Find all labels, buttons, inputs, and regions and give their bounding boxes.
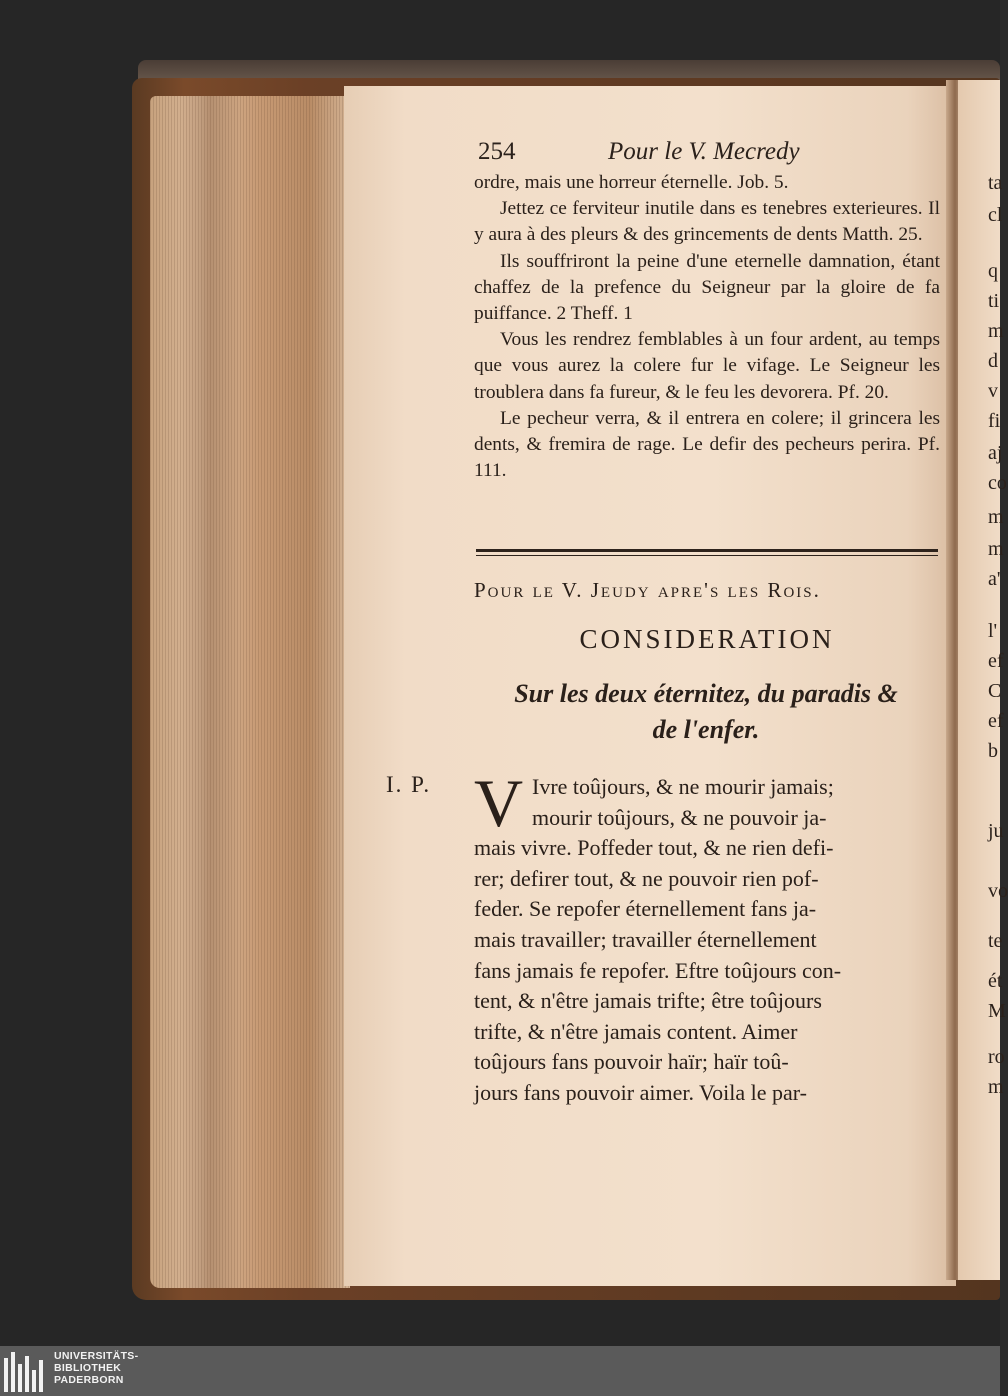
right-page-text-fragment: v	[988, 380, 998, 402]
main-text-block	[474, 765, 940, 1109]
right-page-text-fragment: ro	[988, 1046, 1005, 1068]
right-page-text-fragment: cl	[988, 204, 1003, 226]
text-line: toûjours fans pouvoir haïr; haïr toû-	[474, 1049, 789, 1075]
text-line: tent, & n'être jamais trifte; être toûjours	[474, 988, 822, 1014]
text-line: mais travailler; travailler éternellement	[474, 926, 817, 952]
text-line: Ivre toûjours, & ne mourir jamais;	[532, 774, 834, 799]
right-page-text-fragment: d	[988, 350, 998, 372]
right-page-text-fragment: ét	[988, 970, 1003, 992]
page-number: 254	[478, 138, 516, 165]
right-page-text-fragment: m	[988, 538, 1004, 560]
right-page-text-fragment: M	[988, 1000, 1006, 1022]
page-edge-shadow	[180, 96, 240, 1288]
margin-note: I. P.	[386, 772, 432, 797]
right-page-text-fragment: ef	[988, 710, 1004, 732]
consideration-heading: CONSIDERATION	[579, 624, 835, 654]
top-text-block	[474, 170, 940, 484]
right-page-text-fragment: l'	[988, 620, 998, 642]
paragraph: Vous les rendrez femblables à un four ardent, au temps que vous aurez la colere fur le vifage. Le Seigneur les troublera dans fa fureur, & le feu les devorera. Pf. 20.	[474, 329, 940, 403]
right-page-text-fragment: ju	[988, 820, 1004, 842]
library-name-line: PADERBORN	[54, 1374, 124, 1386]
paragraph: ordre, mais une horreur éternelle. Job. 5.	[474, 172, 789, 193]
right-page-text-fragment: m	[988, 506, 1004, 528]
text-line: mourir toûjours, & ne pouvoir ja-	[532, 804, 827, 830]
right-page-text-fragment: ti	[988, 290, 1000, 312]
paragraph: Ils souffriront la peine d'une eternelle damnation, étant chaffez de la prefence du Seigneur par la gloire de fa puiffance. 2 Theff. 1	[474, 250, 940, 325]
subtitle-line: de l'enfer.	[652, 715, 760, 744]
divider-thick-rule	[476, 549, 938, 552]
paragraph: Jettez ce ferviteur inutile dans es tenebres exterieures. Il y aura à des pleurs & des grincements de dents Matth. 25.	[474, 198, 940, 246]
text-line: jours fans pouvoir aimer. Voila le par-	[474, 1079, 807, 1105]
right-page-text-fragment: m	[988, 320, 1004, 342]
divider-thin-rule	[476, 555, 938, 556]
library-name-line: UNIVERSITÄTS-	[54, 1350, 139, 1362]
right-page-text-fragment: aj	[988, 442, 1003, 464]
text-line: rer; defirer tout, & ne pouvoir rien pof-	[474, 865, 819, 891]
subtitle-line: Sur les deux éternitez, du paradis &	[514, 679, 898, 708]
library-name-line: BIBLIOTHEK	[54, 1362, 122, 1374]
right-page-text-fragment: te	[988, 930, 1003, 952]
right-page-text-fragment: q	[988, 260, 998, 282]
right-page-text-fragment: ta	[988, 172, 1003, 194]
right-page-text-fragment: vo	[988, 880, 1008, 902]
consideration-subtitle	[466, 676, 946, 748]
library-name	[54, 1350, 138, 1386]
right-page-text-fragment: fi	[988, 410, 1001, 432]
running-title: Pour le V. Mecredy	[608, 138, 800, 165]
text-line: fans jamais fe repofer. Eftre toûjours con-	[474, 957, 842, 983]
drop-cap: V	[474, 765, 524, 841]
right-page-fragment	[958, 80, 1008, 1280]
text-line: feder. Se repofer éternellement fans ja-	[474, 896, 817, 922]
right-page-text-fragment: ef	[988, 650, 1004, 672]
paragraph: Le pecheur verra, & il entrera en colere; il grincera les dents, & fremira de rage. Le defir des pecheurs perira. Pf. 111.	[474, 407, 940, 482]
right-page-text-fragment: m	[988, 1076, 1004, 1098]
right-page-text-fragment: C	[988, 680, 1002, 702]
library-footer-bar	[0, 1346, 1000, 1396]
running-head	[478, 138, 938, 172]
right-page-text-fragment: b	[988, 740, 998, 762]
right-page-text-fragment: a'	[988, 568, 1001, 590]
section-title: Pour le V. Jeudy apre's les Rois.	[474, 578, 821, 602]
text-line: mais vivre. Poffeder tout, & ne rien defi-	[474, 835, 834, 861]
right-page-text-fragment: co	[988, 472, 1007, 494]
section-divider	[476, 549, 938, 559]
text-line: trifte, & n'être jamais content. Aimer	[474, 1018, 798, 1044]
library-logo-icon	[4, 1350, 44, 1392]
